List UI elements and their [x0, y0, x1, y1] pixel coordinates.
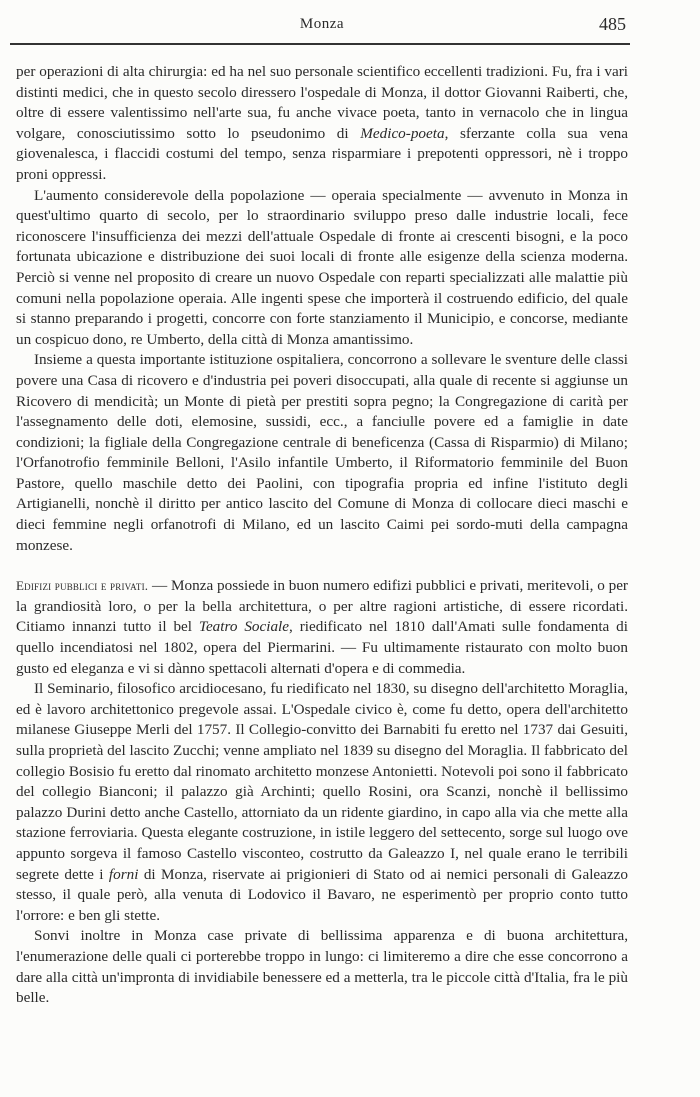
paragraph-new-hospital: L'aumento considerevole della popolazione — operaia specialmente — avvenuto in Monza in quest'ultimo quarto di secolo, per lo straordinario sviluppo preso dalle industrie locali, fece riconoscere l'insufficienza dei mezzi dell'attuale Ospedale di fronte ai crescenti bisogni, e la poco fortunata ubicazione e distribuzione dei suoi locali di fronte alle esigenze della scienza moderna. Perciò si venne nel proposito di creare un nuovo Ospedale con reparti specializzati alle malattie più comuni nella popolazione operaia. Alle ingenti spese che importerà il costruendo edificio, del quale si stanno preparando i progetti, concorre con forte stanziamento il Municipio, e concorse, mediante un cospicuo dono, re Umberto, della città di Monza amantissimo. [16, 186, 628, 348]
italic-term: Medico-poeta [360, 124, 445, 142]
paragraph-public-buildings: Edifizi pubblici e privati. — Monza possiede in buon numero edifizi pubblici e privati, meritevoli, o per la grandiosità loro, o per la bella architettura, o per altre ragioni artistiche, di essere ricordati. Citiamo innanzi tutto il bel Teatro Sociale, riedificato nel 1810 dall'Amati sulle fondamenta di quello incendiatosi nel 1802, opera del Piermarini. — Fu ultimamente ristaurato con molto buon gusto ed eleganza e vi si dànno spettacoli alternati d'opera e di commedia. [16, 577, 628, 677]
page-header [16, 14, 628, 40]
page-number: 485 [599, 14, 626, 34]
paragraph-seminary-colleges: Il Seminario, filosofico arcidiocesano, fu riedificato nel 1830, su disegno dell'architetto Moraglia, ed è lavoro architettonico pregevole assai. L'Ospedale civico è, come fu detto, opera dell'architetto milanese Giuseppe Merli del 1757. Il Collegio-convitto dei Barnabiti fu eretto nel 1737 dai Gesuiti, sulla proprietà del lascito Zucchi; venne ampliato nel 1839 su disegno del Moraglia. Il fabbricato del collegio Bosisio fu eretto dal rinomato architetto monzese Antonietti. Notevoli poi sono il fabbricato del collegio Bianconi; il palazzo già Archinti; quello Rosini, ora Scanzi, nonchè il bellissimo palazzo Durini detto anche Castello, attorniato da un ridente giardino, in capo alla via che mette alla stazione ferroviaria. Questa elegante costruzione, in istile leggero del settecento, sorge sul luogo ove appunto sorgeva il famoso Castello visconteo, costrutto da Galeazzo I, nel quale erano le terribili segrete dette i forni di Monza, riservate ai prigionieri di Stato od ai nemici personali di Galeazzo stesso, il quale però, alla venuta di Lodovico il Bavaro, ne esperimentò per proprio conto tutto l'orrore: e ben gli stette. [16, 680, 628, 924]
running-title: Monza [299, 16, 345, 32]
italic-term: forni [108, 865, 139, 883]
section-heading: Edifizi pubblici e privati. [16, 578, 149, 594]
page-body [16, 62, 628, 1009]
paragraph-charities: Insieme a questa importante istituzione ospitaliera, concorrono a sollevare le sventure delle classi povere una Casa di ricovero e d'industria pei poveri disoccupati, alla quale di recente si aggiunse un Ricovero di mendicità; un Monte di pietà per prestiti sopra pegno; la Congregazione di carità per l'assegnamento delle doti, elemosine, sussidi, ecc., a fanciulle povere ed a famiglie in date condizioni; la figliale della Congregazione centrale di beneficenza (Cassa di Risparmio) di Milano; l'Orfanotrofio femminile Belloni, l'Asilo infantile Umberto, il Riformatorio femminile del Buon Pastore, quello maschile detto dei Paolini, con tipografia propria ed infine l'istituto degli Artigianelli, nonchè il diritto per antico lascito del Comune di Monza di collocare dieci maschi e dieci femmine negli orfanotrofi di Milano, ed un lascito Caimi pei sordo-muti della campagna monzese. [16, 351, 628, 554]
italic-term: Teatro Sociale [198, 618, 290, 636]
paragraph-private-houses: Sonvi inoltre in Monza case private di bellissima apparenza e di buona architettura, l'enumerazione delle quali ci porterebbe troppo in lungo: ci limiteremo a dire che esse concorrono a dare alla città un'impronta di invidiabile benessere ed a metterla, tra le piccole città d'Italia, fra le più belle. [16, 927, 628, 1007]
header-rule [10, 43, 630, 45]
paragraph-hospital-tradition: per operazioni di alta chirurgia: ed ha nel suo personale scientifico eccellenti tradizioni. Fu, fra i vari distinti medici, che in questo secolo diressero l'ospedale di Monza, il dottor Giovanni Raiberti, che, oltre di essere valentissimo nell'arte sua, fu anche vivace poeta, tanto in vernacolo che in lingua volgare, conosciutissimo sotto lo pseudonimo di Medico-poeta, sferzante colla sua vena giovenalesca, i flaccidi costumi del tempo, senza risparmiare i prepotenti oppressori, nè i troppo proni oppressi. [16, 63, 629, 183]
